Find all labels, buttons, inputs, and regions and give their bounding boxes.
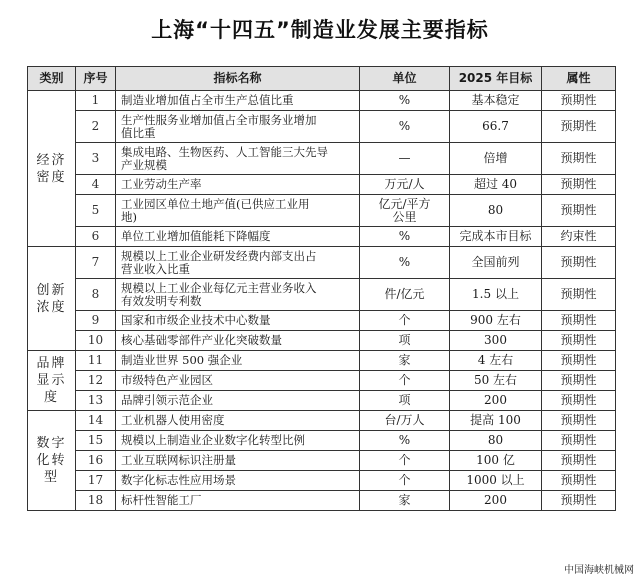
indicator-name: 核心基础零部件产业化突破数量 [116,331,360,351]
unit-cell: — [360,143,450,175]
unit-cell: % [360,91,450,111]
attribute-cell: 预期性 [542,279,616,311]
target-cell: 300 [450,331,542,351]
table-row [28,491,616,511]
unit-cell: 万元/人 [360,175,450,195]
unit-cell: % [360,111,450,143]
table-row [28,111,616,143]
target-cell: 80 [450,195,542,227]
target-cell: 200 [450,491,542,511]
table-row [28,331,616,351]
table-row [28,91,616,111]
indicator-name: 国家和市级企业技术中心数量 [116,311,360,331]
unit-cell: % [360,247,450,279]
attribute-cell: 预期性 [542,391,616,411]
indicator-name: 制造业世界 500 强企业 [116,351,360,371]
indicator-name: 规模以上工业企业研发经费内部支出占 营业收入比重 [116,247,360,279]
table-row [28,451,616,471]
attribute-cell: 预期性 [542,195,616,227]
attribute-cell: 约束性 [542,227,616,247]
table-row [28,247,616,279]
target-cell: 超过 40 [450,175,542,195]
attribute-cell: 预期性 [542,331,616,351]
unit-cell: 亿元/平方 公里 [360,195,450,227]
row-number: 9 [76,311,116,331]
indicator-name: 生产性服务业增加值占全市服务业增加 值比重 [116,111,360,143]
row-number: 1 [76,91,116,111]
category-cell: 品牌 显示 度 [28,351,76,411]
unit-cell: 个 [360,471,450,491]
attribute-cell: 预期性 [542,175,616,195]
category-cell: 经济 密度 [28,91,76,247]
target-cell: 4 左右 [450,351,542,371]
page-title: 上海“十四五”制造业发展主要指标 [151,18,489,42]
indicator-name: 集成电路、生物医药、人工智能三大先导 产业规模 [116,143,360,175]
target-cell: 66.7 [450,111,542,143]
indicator-name: 规模以上工业企业每亿元主营业务收入 有效发明专利数 [116,279,360,311]
row-number: 2 [76,111,116,143]
category-cell: 数字 化转 型 [28,411,76,511]
attribute-cell: 预期性 [542,371,616,391]
table-row [28,431,616,451]
table-row [28,279,616,311]
row-number: 13 [76,391,116,411]
table-row [28,311,616,331]
row-number: 12 [76,371,116,391]
indicator-name: 制造业增加值占全市生产总值比重 [116,91,360,111]
table-row [28,411,616,431]
table-body [28,91,616,511]
row-number: 14 [76,411,116,431]
row-number: 18 [76,491,116,511]
target-cell: 900 左右 [450,311,542,331]
unit-cell: 件/亿元 [360,279,450,311]
attribute-cell: 预期性 [542,143,616,175]
unit-cell: 家 [360,491,450,511]
attribute-cell: 预期性 [542,111,616,143]
target-cell: 100 亿 [450,451,542,471]
target-cell: 1000 以上 [450,471,542,491]
target-cell: 倍增 [450,143,542,175]
indicator-name: 工业园区单位土地产值(已供应工业用 地) [116,195,360,227]
row-number: 15 [76,431,116,451]
target-cell: 50 左右 [450,371,542,391]
table-row [28,195,616,227]
row-number: 17 [76,471,116,491]
row-number: 5 [76,195,116,227]
target-cell: 200 [450,391,542,411]
indicator-table [27,66,616,511]
attribute-cell: 预期性 [542,471,616,491]
unit-cell: % [360,227,450,247]
watermark: 中国海峡机械网 [564,565,634,576]
target-cell: 1.5 以上 [450,279,542,311]
indicator-name: 工业互联网标识注册量 [116,451,360,471]
target-cell: 完成本市目标 [450,227,542,247]
row-number: 4 [76,175,116,195]
indicator-name: 标杆性智能工厂 [116,491,360,511]
table-row [28,351,616,371]
row-number: 7 [76,247,116,279]
header-indicator-name: 指标名称 [116,67,360,91]
attribute-cell: 预期性 [542,351,616,371]
table-row [28,143,616,175]
table-row [28,175,616,195]
header-category: 类别 [28,67,76,91]
indicator-name: 工业劳动生产率 [116,175,360,195]
unit-cell: 个 [360,311,450,331]
unit-cell: 个 [360,371,450,391]
category-cell: 创新 浓度 [28,247,76,351]
attribute-cell: 预期性 [542,311,616,331]
table-row [28,371,616,391]
indicator-name: 工业机器人使用密度 [116,411,360,431]
row-number: 6 [76,227,116,247]
table-header-row [28,67,616,91]
indicator-name: 规模以上制造业企业数字化转型比例 [116,431,360,451]
table-row [28,391,616,411]
indicator-name: 单位工业增加值能耗下降幅度 [116,227,360,247]
attribute-cell: 预期性 [542,431,616,451]
row-number: 10 [76,331,116,351]
target-cell: 全国前列 [450,247,542,279]
attribute-cell: 预期性 [542,451,616,471]
row-number: 8 [76,279,116,311]
attribute-cell: 预期性 [542,411,616,431]
indicator-name: 市级特色产业园区 [116,371,360,391]
unit-cell: 家 [360,351,450,371]
header-target: 2025 年目标 [450,67,542,91]
target-cell: 提高 100 [450,411,542,431]
attribute-cell: 预期性 [542,491,616,511]
attribute-cell: 预期性 [542,91,616,111]
header-number: 序号 [76,67,116,91]
unit-cell: 项 [360,391,450,411]
table-row [28,227,616,247]
row-number: 16 [76,451,116,471]
table-row [28,471,616,491]
unit-cell: 个 [360,451,450,471]
header-attribute: 属性 [542,67,616,91]
unit-cell: 项 [360,331,450,351]
target-cell: 80 [450,431,542,451]
header-unit: 单位 [360,67,450,91]
unit-cell: 台/万人 [360,411,450,431]
row-number: 3 [76,143,116,175]
attribute-cell: 预期性 [542,247,616,279]
target-cell: 基本稳定 [450,91,542,111]
row-number: 11 [76,351,116,371]
indicator-name: 数字化标志性应用场景 [116,471,360,491]
unit-cell: % [360,431,450,451]
indicator-name: 品牌引领示范企业 [116,391,360,411]
